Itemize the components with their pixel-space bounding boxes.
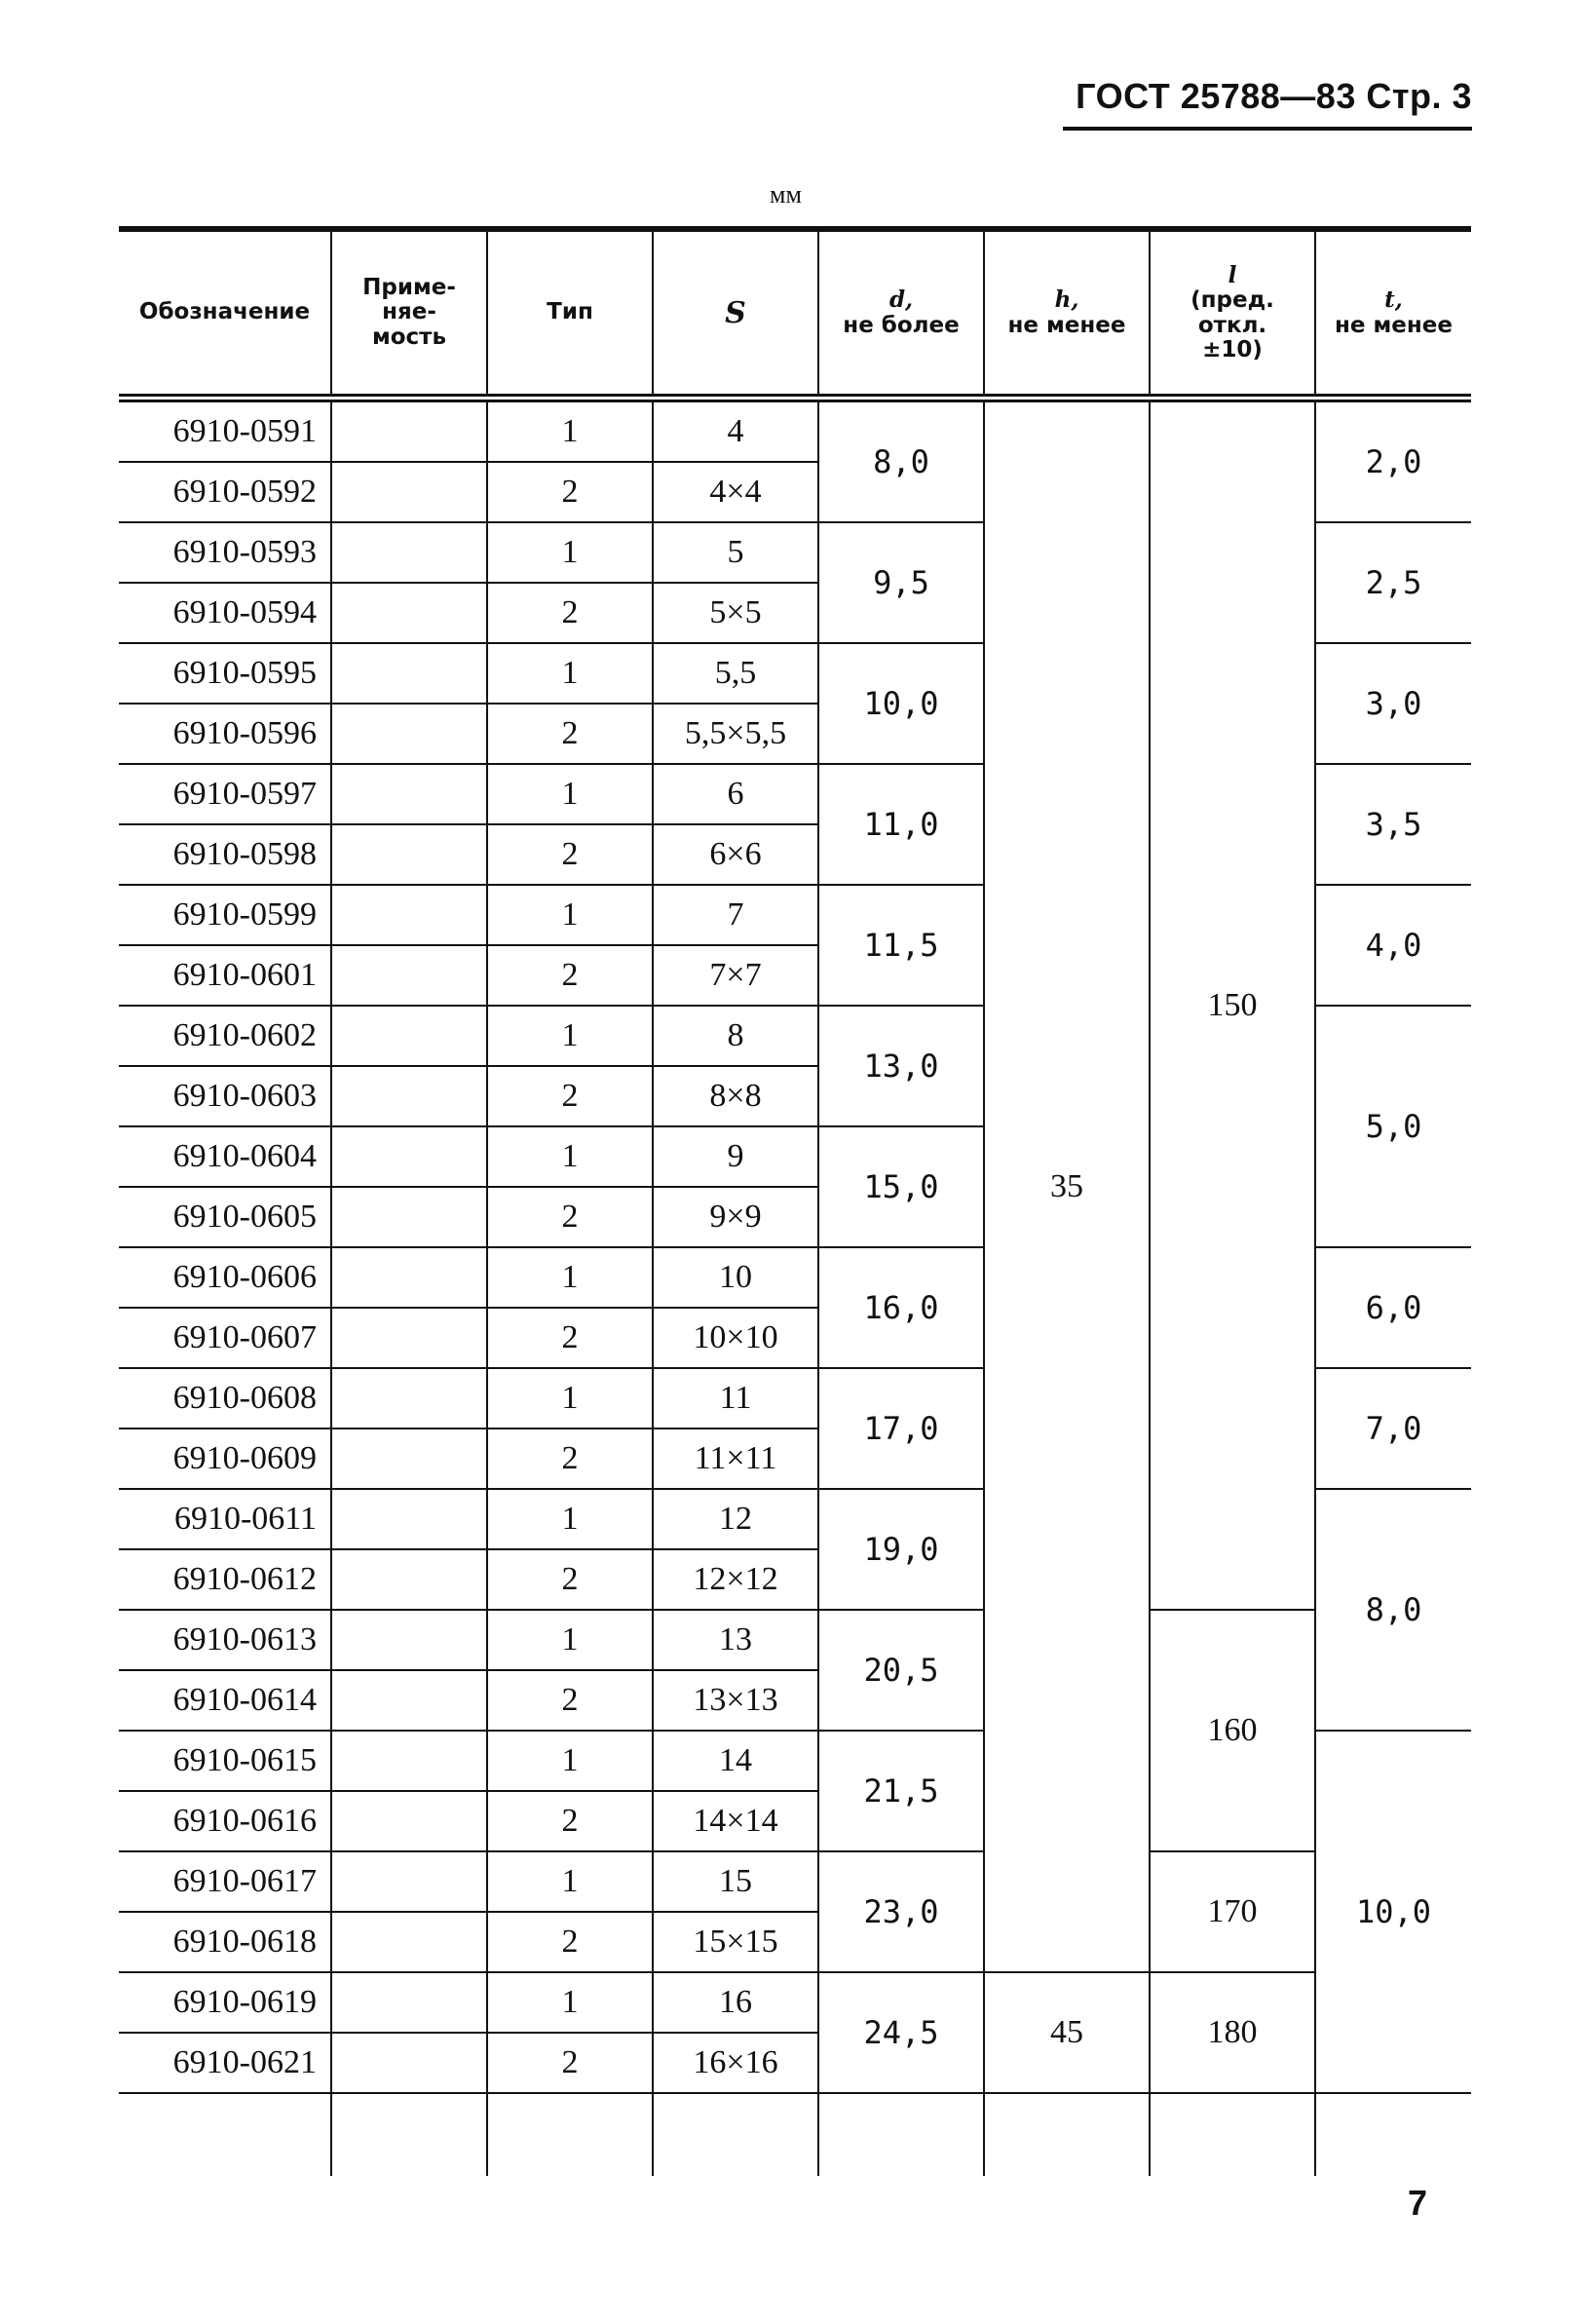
cell-s: 14×14 (653, 1791, 818, 1851)
cell-applicability (331, 462, 487, 522)
cell-type: 2 (487, 1791, 653, 1851)
cell-applicability (331, 583, 487, 643)
cell-applicability (331, 1791, 487, 1851)
cell-designation: 6910-0599 (119, 885, 331, 945)
cell-s: 6×6 (653, 824, 818, 885)
cell-type: 2 (487, 945, 653, 1006)
cell-type: 1 (487, 1851, 653, 1912)
cell-type: 2 (487, 1308, 653, 1368)
cell-h: 35 (984, 399, 1150, 1973)
cell-s: 14 (653, 1731, 818, 1791)
cell-d: 11,5 (818, 885, 984, 1006)
cell-l: 180 (1150, 1972, 1315, 2093)
cell-s: 7 (653, 885, 818, 945)
cell-applicability (331, 1549, 487, 1610)
cell-designation: 6910-0597 (119, 764, 331, 824)
table-row-spacer (119, 2093, 1471, 2176)
cell-type: 2 (487, 1429, 653, 1489)
cell-d: 23,0 (818, 1851, 984, 1972)
cell-applicability (331, 1912, 487, 1972)
cell-designation: 6910-0603 (119, 1066, 331, 1126)
cell-s: 7×7 (653, 945, 818, 1006)
cell-empty (653, 2093, 818, 2176)
cell-type: 1 (487, 399, 653, 463)
col-header-l (1150, 229, 1315, 399)
cell-applicability (331, 2033, 487, 2093)
cell-type: 2 (487, 462, 653, 522)
cell-designation: 6910-0615 (119, 1731, 331, 1791)
cell-designation: 6910-0612 (119, 1549, 331, 1610)
cell-d: 9,5 (818, 522, 984, 643)
cell-t: 6,0 (1315, 1247, 1471, 1368)
cell-s: 10 (653, 1247, 818, 1308)
cell-applicability (331, 764, 487, 824)
cell-d: 19,0 (818, 1489, 984, 1610)
cell-d: 20,5 (818, 1610, 984, 1731)
cell-type: 2 (487, 704, 653, 764)
cell-type: 2 (487, 1066, 653, 1126)
cell-type: 1 (487, 522, 653, 583)
cell-applicability (331, 945, 487, 1006)
cell-designation: 6910-0598 (119, 824, 331, 885)
cell-empty (1150, 2093, 1315, 2176)
cell-s: 12×12 (653, 1549, 818, 1610)
col-header-s (653, 229, 818, 399)
cell-s: 13×13 (653, 1670, 818, 1731)
document-header: ГОСТ 25788—83 Стр. 3 (1063, 76, 1472, 131)
cell-applicability (331, 1308, 487, 1368)
cell-d: 15,0 (818, 1126, 984, 1247)
cell-l: 150 (1150, 399, 1315, 1611)
cell-s: 11×11 (653, 1429, 818, 1489)
cell-d: 13,0 (818, 1006, 984, 1126)
cell-designation: 6910-0601 (119, 945, 331, 1006)
cell-t: 7,0 (1315, 1368, 1471, 1489)
cell-type: 2 (487, 1670, 653, 1731)
cell-empty (487, 2093, 653, 2176)
col-header-d (818, 229, 984, 399)
cell-applicability (331, 1247, 487, 1308)
cell-applicability (331, 1851, 487, 1912)
col-header-applicability: Приме- няе- мость (331, 229, 487, 399)
cell-applicability (331, 704, 487, 764)
cell-type: 2 (487, 824, 653, 885)
cell-designation: 6910-0621 (119, 2033, 331, 2093)
cell-d: 10,0 (818, 643, 984, 764)
cell-d: 17,0 (818, 1368, 984, 1489)
cell-t: 8,0 (1315, 1489, 1471, 1731)
cell-d: 16,0 (818, 1247, 984, 1368)
cell-designation: 6910-0613 (119, 1610, 331, 1670)
cell-s: 8 (653, 1006, 818, 1066)
cell-type: 2 (487, 2033, 653, 2093)
cell-designation: 6910-0619 (119, 1972, 331, 2033)
table-body (119, 399, 1471, 2177)
cell-s: 10×10 (653, 1308, 818, 1368)
cell-applicability (331, 1731, 487, 1791)
cell-applicability (331, 643, 487, 704)
cell-designation: 6910-0608 (119, 1368, 331, 1429)
cell-s: 9 (653, 1126, 818, 1187)
cell-applicability (331, 1368, 487, 1429)
cell-s: 4×4 (653, 462, 818, 522)
cell-type: 2 (487, 583, 653, 643)
cell-d: 8,0 (818, 399, 984, 523)
cell-h: 45 (984, 1972, 1150, 2093)
units-label: мм (770, 180, 802, 209)
cell-applicability (331, 1187, 487, 1247)
table-row (119, 1851, 1471, 1912)
col-header-t-sub: не менее (1335, 312, 1453, 338)
cell-s: 5 (653, 522, 818, 583)
cell-designation: 6910-0609 (119, 1429, 331, 1489)
cell-type: 1 (487, 1731, 653, 1791)
cell-designation: 6910-0616 (119, 1791, 331, 1851)
cell-designation: 6910-0594 (119, 583, 331, 643)
cell-t: 3,0 (1315, 643, 1471, 764)
spec-table (119, 226, 1471, 2176)
table-row (119, 399, 1471, 463)
cell-empty (331, 2093, 487, 2176)
cell-type: 2 (487, 1912, 653, 1972)
cell-applicability (331, 399, 487, 463)
cell-d: 11,0 (818, 764, 984, 885)
cell-type: 1 (487, 1972, 653, 2033)
cell-empty (984, 2093, 1150, 2176)
cell-s: 12 (653, 1489, 818, 1549)
cell-s: 15 (653, 1851, 818, 1912)
cell-applicability (331, 885, 487, 945)
col-header-d-label: d, (888, 286, 914, 314)
col-header-h-label: h, (1054, 286, 1079, 314)
cell-designation: 6910-0618 (119, 1912, 331, 1972)
cell-designation: 6910-0593 (119, 522, 331, 583)
cell-applicability (331, 1066, 487, 1126)
cell-applicability (331, 1126, 487, 1187)
cell-designation: 6910-0606 (119, 1247, 331, 1308)
cell-type: 1 (487, 1489, 653, 1549)
col-header-h (984, 229, 1150, 399)
cell-empty (1315, 2093, 1471, 2176)
col-header-l-sub: (пред. откл. ±10) (1190, 287, 1274, 362)
cell-applicability (331, 1670, 487, 1731)
cell-t: 5,0 (1315, 1006, 1471, 1247)
cell-t: 3,5 (1315, 764, 1471, 885)
table-row (119, 1972, 1471, 2033)
cell-s: 4 (653, 399, 818, 463)
cell-d: 24,5 (818, 1972, 984, 2093)
cell-s: 6 (653, 764, 818, 824)
cell-applicability (331, 1006, 487, 1066)
cell-type: 2 (487, 1187, 653, 1247)
cell-designation: 6910-0605 (119, 1187, 331, 1247)
cell-type: 1 (487, 1006, 653, 1066)
cell-designation: 6910-0617 (119, 1851, 331, 1912)
cell-type: 1 (487, 643, 653, 704)
cell-type: 2 (487, 1549, 653, 1610)
spec-table-wrapper (119, 226, 1471, 2176)
cell-s: 5,5 (653, 643, 818, 704)
table-header-row (119, 229, 1471, 399)
cell-l: 160 (1150, 1610, 1315, 1851)
col-header-type: Тип (487, 229, 653, 399)
cell-type: 1 (487, 1247, 653, 1308)
cell-applicability (331, 1972, 487, 2033)
cell-s: 15×15 (653, 1912, 818, 1972)
cell-applicability (331, 522, 487, 583)
cell-type: 1 (487, 764, 653, 824)
cell-s: 5,5×5,5 (653, 704, 818, 764)
cell-designation: 6910-0607 (119, 1308, 331, 1368)
cell-t: 10,0 (1315, 1731, 1471, 2093)
page-number: 7 (1408, 2183, 1428, 2223)
cell-type: 1 (487, 1610, 653, 1670)
cell-designation: 6910-0614 (119, 1670, 331, 1731)
cell-l: 170 (1150, 1851, 1315, 1972)
cell-type: 1 (487, 885, 653, 945)
cell-empty (818, 2093, 984, 2176)
cell-type: 1 (487, 1126, 653, 1187)
cell-designation: 6910-0604 (119, 1126, 331, 1187)
cell-s: 13 (653, 1610, 818, 1670)
cell-s: 11 (653, 1368, 818, 1429)
cell-t: 4,0 (1315, 885, 1471, 1006)
cell-type: 1 (487, 1368, 653, 1429)
cell-designation: 6910-0592 (119, 462, 331, 522)
cell-designation: 6910-0602 (119, 1006, 331, 1066)
col-header-h-sub: не менее (1007, 312, 1126, 338)
col-header-s-label: S (725, 295, 746, 330)
cell-t: 2,5 (1315, 522, 1471, 643)
cell-designation: 6910-0595 (119, 643, 331, 704)
col-header-d-sub: не более (843, 312, 960, 338)
col-header-t (1315, 229, 1471, 399)
cell-applicability (331, 1610, 487, 1670)
cell-s: 16 (653, 1972, 818, 2033)
cell-s: 5×5 (653, 583, 818, 643)
cell-empty (119, 2093, 331, 2176)
col-header-t-label: t, (1384, 286, 1403, 314)
cell-s: 9×9 (653, 1187, 818, 1247)
table-row (119, 1610, 1471, 1670)
cell-t: 2,0 (1315, 399, 1471, 523)
cell-applicability (331, 1429, 487, 1489)
cell-applicability (331, 824, 487, 885)
cell-applicability (331, 1489, 487, 1549)
col-header-l-label: l (1228, 261, 1237, 288)
cell-designation: 6910-0611 (119, 1489, 331, 1549)
cell-designation: 6910-0596 (119, 704, 331, 764)
col-header-designation: Обозначение (119, 229, 331, 399)
cell-s: 16×16 (653, 2033, 818, 2093)
cell-d: 21,5 (818, 1731, 984, 1851)
cell-designation: 6910-0591 (119, 399, 331, 463)
cell-s: 8×8 (653, 1066, 818, 1126)
